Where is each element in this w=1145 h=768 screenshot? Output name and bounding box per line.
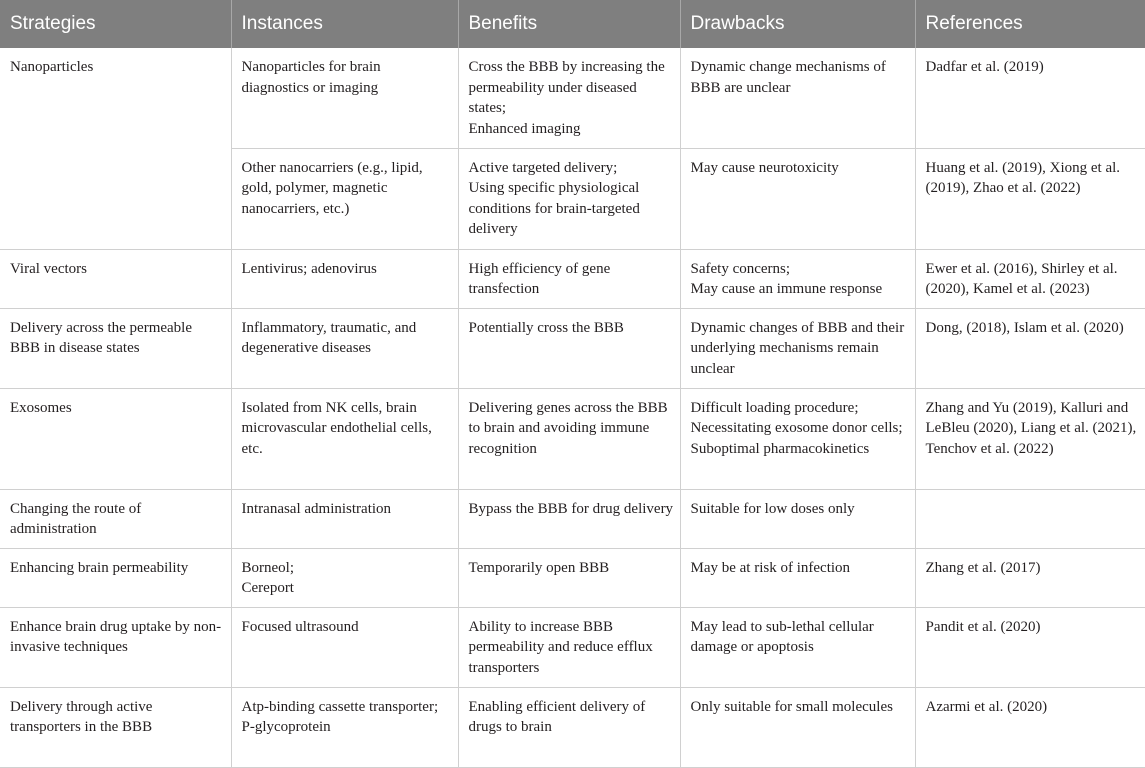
instances-cell (231, 548, 458, 607)
strategy-cell: Delivery across the permeable BBB in disease states (0, 308, 231, 388)
benefits-cell (458, 388, 680, 489)
instances-cell (231, 687, 458, 767)
drawbacks-cell (680, 607, 915, 687)
instances-cell: Lentivirus; adenovirus (231, 249, 458, 308)
benefit-line: Enabling efficient delivery of drugs to brain (468, 698, 646, 735)
references-cell: Zhang et al. (2017) (915, 548, 1145, 607)
benefit-line: Active targeted delivery; (468, 159, 618, 176)
instance-line: P-glycoprotein (241, 719, 331, 735)
benefit-line: Ability to increase BBB permeability and reduce efflux transporters (468, 618, 653, 676)
references-cell: Huang et al. (2019), Xiong et al. (2019), Zhao et al. (2022) (915, 148, 1145, 249)
instance-line: Borneol; (241, 559, 294, 576)
table-row (0, 687, 1145, 767)
drawback-line: Difficult loading procedure; (690, 399, 859, 416)
strategy-cell: Exosomes (0, 388, 231, 489)
drawback-line: Necessitating exosome donor cells; (690, 420, 903, 436)
drawback-line: May cause neurotoxicity (690, 159, 839, 176)
column-header-strategies: Strategies (0, 0, 231, 48)
benefit-line: Bypass the BBB for drug delivery (468, 500, 674, 517)
benefits-cell (458, 148, 680, 249)
references-cell: Ewer et al. (2016), Shirley et al. (2020), Kamel et al. (2023) (915, 249, 1145, 308)
table-row (0, 548, 1145, 607)
drawbacks-cell (680, 388, 915, 489)
benefit-line: Using specific physiological conditions for brain-targeted delivery (468, 180, 640, 237)
drawbacks-cell (680, 249, 915, 308)
drawback-line: Only suitable for small molecules (690, 698, 893, 715)
table-row (0, 489, 1145, 548)
drawbacks-cell (680, 687, 915, 767)
benefits-cell (458, 48, 680, 148)
references-cell: Dadfar et al. (2019) (915, 48, 1145, 148)
table-row (0, 607, 1145, 687)
strategy-cell: Viral vectors (0, 249, 231, 308)
column-header-references: References (915, 0, 1145, 48)
drawback-line: Suboptimal pharmacokinetics (690, 440, 870, 457)
column-header-benefits: Benefits (458, 0, 680, 48)
instances-cell: Nanoparticles for brain diagnostics or imaging (231, 48, 458, 148)
strategy-cell: Enhance brain drug uptake by non-invasive techniques (0, 607, 231, 687)
table-row (0, 308, 1145, 388)
column-header-drawbacks: Drawbacks (680, 0, 915, 48)
instances-cell: Other nanocarriers (e.g., lipid, gold, polymer, magnetic nanocarriers, etc.) (231, 148, 458, 249)
benefits-cell (458, 308, 680, 388)
strategy-cell: Delivery through active transporters in the BBB (0, 687, 231, 767)
drawback-line: May cause an immune response (690, 281, 883, 297)
header-row (0, 0, 1145, 48)
table-row (0, 388, 1145, 489)
benefit-line: Delivering genes across the BBB to brain and avoiding immune recognition (468, 399, 668, 457)
table-header (0, 0, 1145, 48)
benefits-cell (458, 687, 680, 767)
benefit-line: Enhanced imaging (468, 120, 581, 137)
drawback-line: Dynamic change mechanisms of BBB are unclear (690, 59, 886, 96)
drawbacks-cell (680, 148, 915, 249)
instance-line: Atp-binding cassette transporter; (241, 698, 439, 715)
drawbacks-cell (680, 48, 915, 148)
benefits-cell (458, 249, 680, 308)
table-row (0, 249, 1145, 308)
benefits-cell (458, 489, 680, 548)
benefits-cell (458, 548, 680, 607)
strategy-cell: Changing the route of administration (0, 489, 231, 548)
benefit-line: High efficiency of gene transfection (468, 260, 611, 297)
instance-line: Cereport (241, 580, 294, 596)
strategy-cell: Nanoparticles (0, 48, 231, 249)
table-row (0, 48, 1145, 148)
drawback-line: Suitable for low doses only (690, 500, 855, 517)
column-header-instances: Instances (231, 0, 458, 48)
instances-cell: Isolated from NK cells, brain microvascular endothelial cells, etc. (231, 388, 458, 489)
drawback-line: May be at risk of infection (690, 559, 851, 576)
table-body (0, 48, 1145, 767)
references-cell: Dong, (2018), Islam et al. (2020) (915, 308, 1145, 388)
instances-cell: Inflammatory, traumatic, and degenerative diseases (231, 308, 458, 388)
drawback-line: Dynamic changes of BBB and their underlying mechanisms remain unclear (690, 319, 905, 377)
drawback-line: May lead to sub-lethal cellular damage or apoptosis (690, 618, 874, 655)
drawbacks-cell (680, 308, 915, 388)
drawback-line: Safety concerns; (690, 260, 791, 277)
benefit-line: Potentially cross the BBB (468, 319, 624, 336)
strategy-cell: Enhancing brain permeability (0, 548, 231, 607)
references-cell: Pandit et al. (2020) (915, 607, 1145, 687)
benefits-cell (458, 607, 680, 687)
benefit-line: Cross the BBB by increasing the permeability under diseased states; (468, 59, 665, 116)
drawbacks-cell (680, 489, 915, 548)
instances-cell: Intranasal administration (231, 489, 458, 548)
instances-cell: Focused ultrasound (231, 607, 458, 687)
drawbacks-cell (680, 548, 915, 607)
references-cell (915, 489, 1145, 548)
benefit-line: Temporarily open BBB (468, 559, 610, 576)
references-cell: Zhang and Yu (2019), Kalluri and LeBleu (2020), Liang et al. (2021), Tenchov et al. (2022) (915, 388, 1145, 489)
references-cell: Azarmi et al. (2020) (915, 687, 1145, 767)
